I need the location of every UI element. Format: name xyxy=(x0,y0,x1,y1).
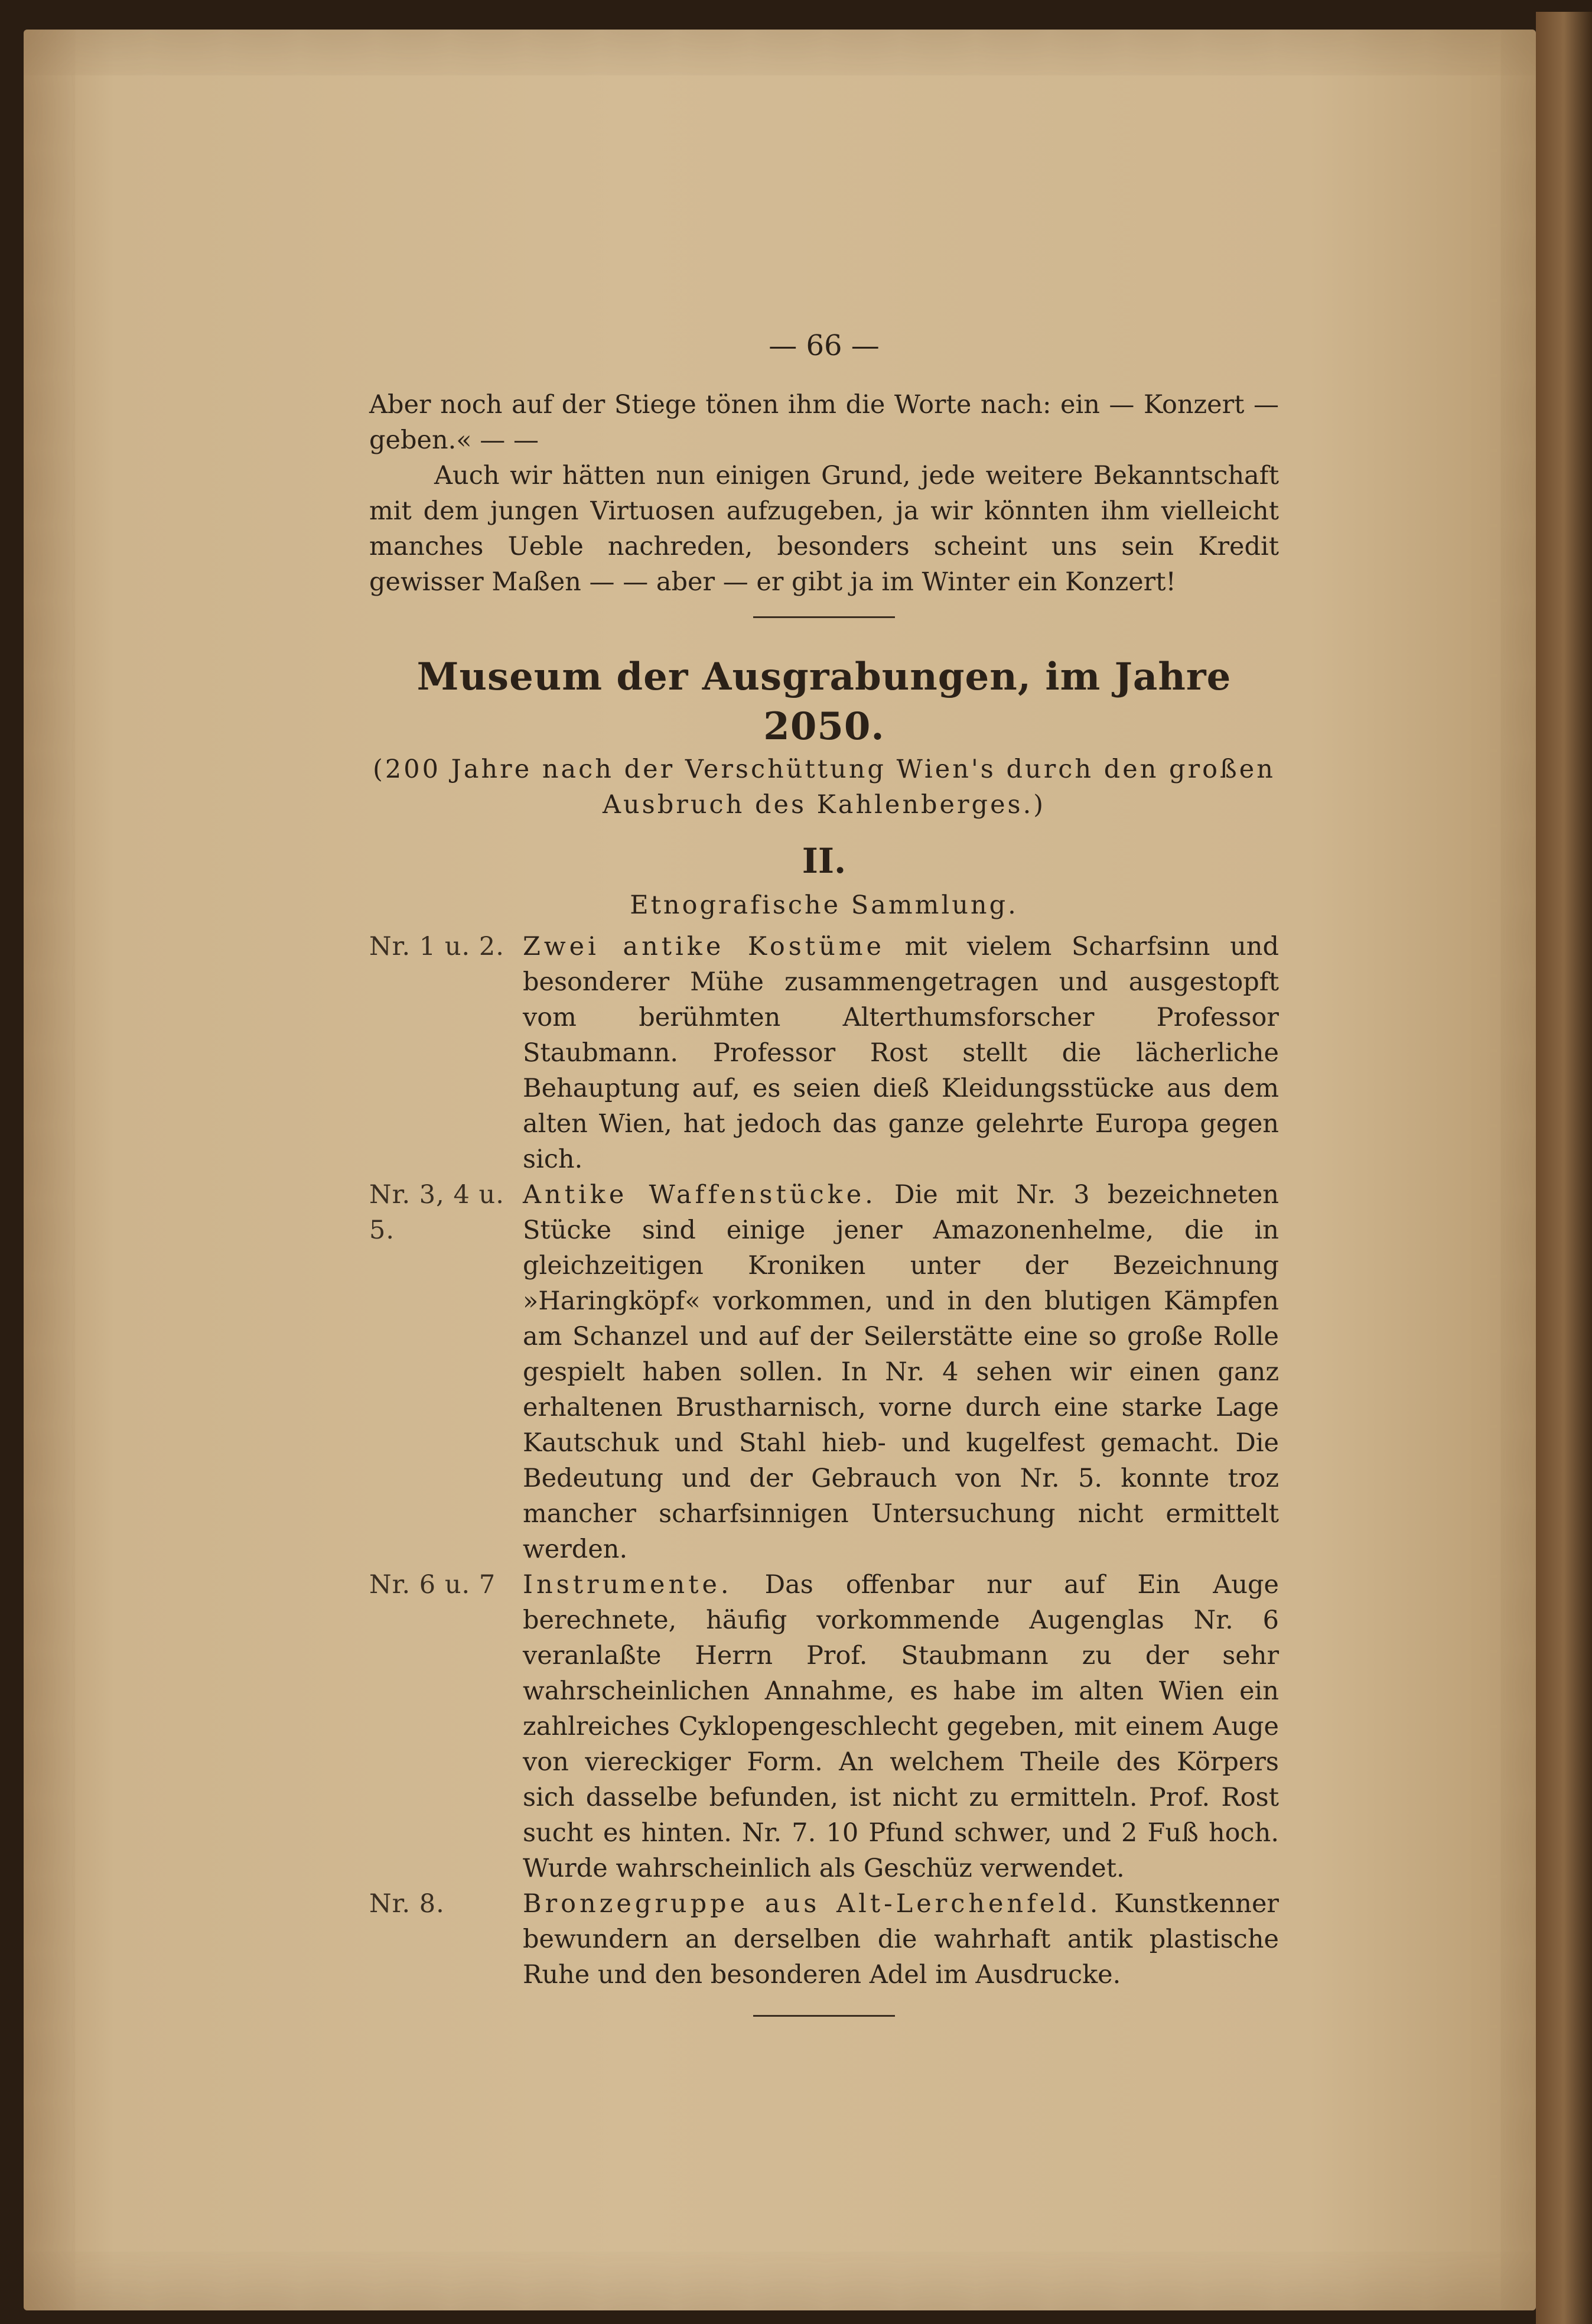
entry-heading: Bronzegruppe aus Alt-Lerchenfeld. xyxy=(523,1889,1102,1919)
page-text xyxy=(369,328,1279,2017)
entry-number: Nr. 6 u. 7 xyxy=(369,1570,496,1600)
divider-rule xyxy=(753,616,895,618)
page-number: — 66 — xyxy=(769,329,880,362)
entry-number: Nr. 1 u. 2. xyxy=(369,932,504,961)
entry-text: Das offenbar nur auf Ein Auge berechnete, häufig vorkommende Augenglas Nr. 6 veranlaßte Herrn Prof. Staubmann zu der sehr wahrscheinlichen Annahme, es habe im alten Wien ein zahlreiches Cyklopengeschlecht gegeben, mit einem Auge von viereckiger Form. An welchem Theile des Körpers sich dasselbe befunden, ist nicht zu ermitteln. Prof. Rost sucht es hinten. Nr. 7. 10 Pfund schwer, und 2 Fuß hoch. Wurde wahrscheinlich als Geschüz verwendet. xyxy=(523,1570,1279,1883)
entry-1 xyxy=(369,929,1279,1177)
entry-heading: Instrumente. xyxy=(523,1570,732,1600)
entry-body xyxy=(523,929,1279,1177)
part-numeral: II. xyxy=(802,841,847,881)
article-title: Museum der Ausgrabungen, im Jahre 2050. xyxy=(416,655,1232,749)
intro-paragraph-1: Aber noch auf der Stiege tönen ihm die Worte nach: ein — Konzert — geben.« — — xyxy=(369,390,1279,455)
article-subtitle: (200 Jahre nach der Verschüttung Wien's durch den großen Ausbruch des Kahlenberges.) xyxy=(373,755,1275,820)
intro-paragraph-2: Auch wir hätten nun einigen Grund, jede weitere Bekanntschaft mit dem jungen Virtuosen aufzugeben, ja wir könnten ihm vielleicht manches Ueble nachreden, besonders scheint uns sein Kredit gewisser Maßen — — aber — er gibt ja im Winter ein Konzert! xyxy=(369,461,1279,597)
entry-heading: Antike Waffenstücke. xyxy=(523,1180,877,1210)
end-rule xyxy=(753,2015,895,2017)
entry-text: Die mit Nr. 3 bezeichneten Stücke sind einige jener Amazonenhelme, die in gleichzeitigen Kroniken unter der Bezeichnung »Haringköpf« vorkommen, und in den blutigen Kämpfen am Schanzel und auf der Seilerstätte eine so große Rolle gespielt haben sollen. In Nr. 4 sehen wir einen ganz erhaltenen Brustharnisch, vorne durch eine starke Lage Kautschuk und Stahl hieb- und kugelfest gemacht. Die Bedeutung und der Gebrauch von Nr. 5. konnte troz mancher scharfsinnigen Untersuchung nicht ermittelt werden. xyxy=(523,1180,1279,1564)
entry-3 xyxy=(369,1567,1279,1886)
entry-4 xyxy=(369,1886,1279,1993)
section-heading: Etnografische Sammlung. xyxy=(630,890,1018,920)
entry-text: Kunstkenner bewundern an derselben die wahrhaft antik plastische Ruhe und den besonderen Adel im Ausdrucke. xyxy=(523,1889,1279,1990)
entry-number: Nr. 3, 4 u. 5. xyxy=(369,1180,504,1245)
entry-body xyxy=(523,1886,1279,1993)
page-edge xyxy=(1536,12,1592,2324)
entry-body xyxy=(523,1567,1279,1886)
entry-body xyxy=(523,1177,1279,1567)
entry-2 xyxy=(369,1177,1279,1567)
entry-text: mit vielem Scharfsinn und besonderer Mühe zusammengetragen und ausgestopft vom berühmten Alterthumsforscher Professor Staubmann. Professor Rost stellt die lächerliche Behauptung auf, es seien dieß Kleidungsstücke aus dem alten Wien, hat jedoch das ganze gelehrte Europa gegen sich. xyxy=(523,932,1279,1174)
entry-number: Nr. 8. xyxy=(369,1889,445,1919)
entry-heading: Zwei antike Kostüme xyxy=(523,932,885,961)
